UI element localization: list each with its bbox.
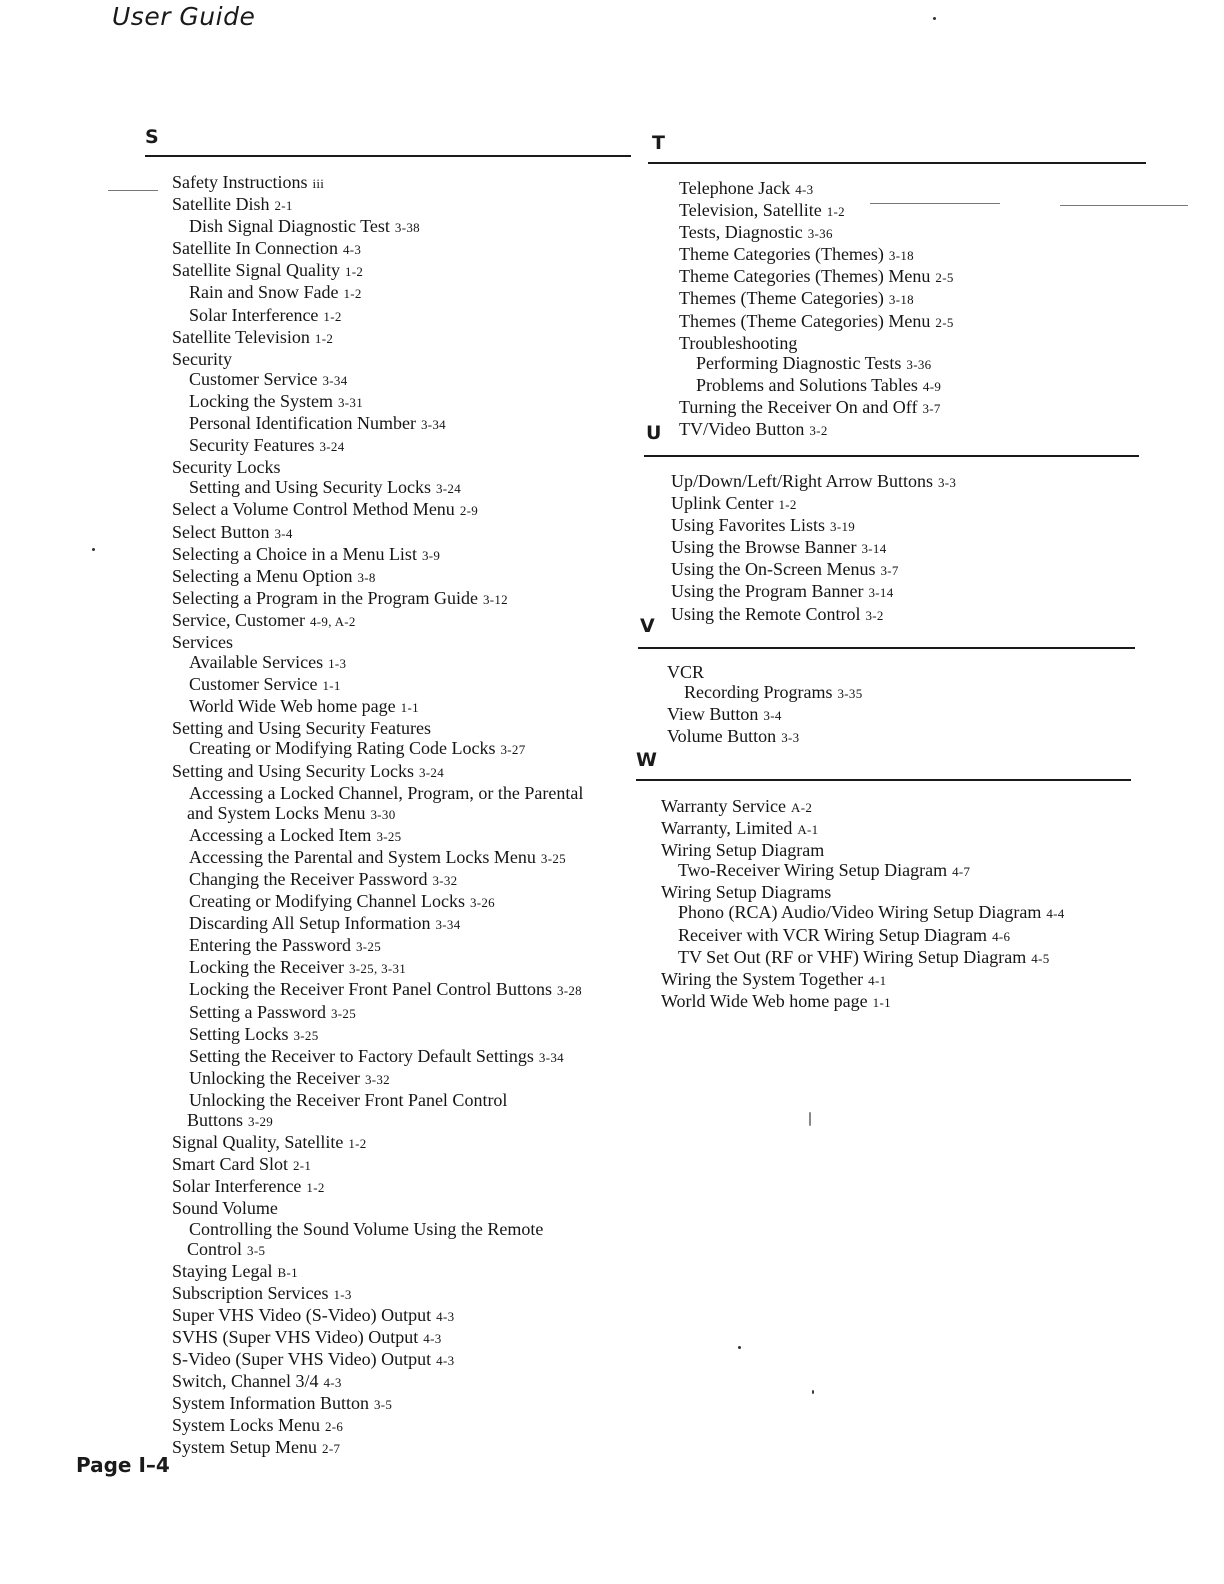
index-list-u — [644, 471, 956, 626]
entry-page-ref: 4-9 — [922, 378, 942, 394]
entry-page-ref: 3-12 — [482, 591, 508, 607]
entry-term: and System Locks Menu — [187, 802, 366, 823]
index-entry — [652, 419, 954, 441]
index-entry — [145, 1090, 583, 1110]
entry-page-ref: 3-28 — [556, 983, 582, 999]
entry-page-ref: 4-9, A-2 — [309, 613, 356, 629]
entry-page-ref: 4-5 — [1031, 950, 1050, 966]
entry-page-ref: 1-3 — [333, 1286, 352, 1302]
entry-page-ref: 3-25 — [376, 828, 402, 844]
entry-page-ref: 1-2 — [343, 286, 362, 302]
section-rule-t — [648, 162, 1146, 164]
entry-term: Up/Down/Left/Right Arrow Buttons — [671, 471, 933, 491]
entry-term: Solar Interference — [189, 304, 319, 325]
entry-term: Controlling the Sound Volume Using the Remote — [189, 1218, 544, 1239]
scan-speck — [812, 1390, 814, 1394]
entry-term: Unlocking the Receiver Front Panel Control — [189, 1089, 508, 1110]
entry-term: Turning the Receiver On and Off — [679, 396, 918, 417]
entry-page-ref: 4-3 — [423, 1330, 442, 1346]
entry-page-ref: 1-1 — [400, 700, 419, 716]
index-entry — [145, 1305, 583, 1327]
entry-page-ref: 3-34 — [538, 1049, 564, 1065]
index-entry — [634, 882, 1065, 902]
entry-page-ref: 1-2 — [778, 497, 797, 513]
entry-page-ref: 3-26 — [469, 895, 495, 911]
index-entry — [145, 913, 583, 935]
entry-term: Security Features — [189, 435, 315, 456]
entry-term: Troubleshooting — [679, 332, 798, 353]
entry-term: Receiver with VCR Wiring Setup Diagram — [678, 924, 988, 945]
entry-term: Safety Instructions — [172, 172, 308, 192]
entry-term: Selecting a Program in the Program Guide — [172, 587, 478, 608]
index-entry — [145, 847, 583, 869]
entry-term: Warranty Service — [661, 796, 786, 816]
entry-page-ref: 3-24 — [435, 481, 462, 497]
entry-page-ref: 4-6 — [992, 928, 1011, 944]
index-entry — [145, 260, 583, 282]
index-entry — [145, 1327, 583, 1349]
entry-term: Themes (Theme Categories) Menu — [679, 310, 931, 331]
entry-term: Switch, Channel 3/4 — [172, 1371, 319, 1392]
entry-page-ref: 3-7 — [880, 563, 899, 579]
entry-term: Sound Volume — [172, 1198, 278, 1219]
entry-term: Using Favorites Lists — [671, 515, 826, 536]
entry-term: Customer Service — [189, 674, 318, 695]
index-entry — [644, 581, 956, 603]
entry-page-ref: A-1 — [797, 822, 819, 838]
entry-term: Buttons — [187, 1110, 244, 1131]
index-entry — [634, 818, 1065, 840]
section-rule-w — [636, 779, 1131, 781]
entry-term: Unlocking the Receiver — [189, 1067, 360, 1088]
entry-term: Setting and Using Security Features — [172, 718, 431, 739]
entry-page-ref: 3-34 — [322, 372, 348, 388]
entry-page-ref: 3-24 — [319, 439, 345, 455]
scan-speck — [738, 1346, 741, 1349]
entry-term: Problems and Solutions Tables — [696, 374, 918, 395]
entry-page-ref: 4-3 — [323, 1375, 342, 1391]
entry-term: S-Video (Super VHS Video) Output — [172, 1349, 432, 1370]
index-entry — [634, 969, 1065, 991]
index-entry — [145, 327, 583, 349]
entry-page-ref: 3-5 — [247, 1242, 266, 1258]
index-entry — [145, 391, 583, 413]
index-entry — [145, 457, 583, 477]
index-entry — [145, 935, 583, 957]
entry-term: Using the Program Banner — [671, 581, 864, 602]
entry-page-ref: 3-38 — [394, 220, 420, 236]
entry-term: Using the On-Screen Menus — [671, 559, 876, 580]
index-entry — [145, 1068, 583, 1090]
entry-page-ref: 3-5 — [374, 1397, 393, 1413]
entry-term: Super VHS Video (S-Video) Output — [172, 1304, 432, 1325]
entry-term: Wiring the System Together — [661, 968, 864, 989]
index-entry — [145, 1239, 583, 1261]
entry-page-ref: 3-8 — [357, 569, 376, 585]
entry-page-ref: 3-3 — [781, 730, 800, 746]
entry-term: Changing the Receiver Password — [189, 869, 428, 889]
entry-term: World Wide Web home page — [661, 990, 868, 1011]
entry-page-ref: 4-3 — [795, 182, 814, 197]
index-entry — [145, 761, 583, 783]
entry-page-ref: 3-35 — [837, 686, 863, 702]
entry-page-ref: 3-32 — [432, 873, 458, 888]
entry-term: Creating or Modifying Channel Locks — [189, 891, 465, 912]
entry-term: Setting and Using Security Locks — [172, 760, 414, 781]
index-entry — [644, 515, 956, 537]
index-entry — [644, 493, 956, 515]
entry-page-ref: 3-25 — [355, 939, 382, 955]
entry-term: Selecting a Menu Option — [172, 565, 353, 586]
entry-term: TV/Video Button — [679, 419, 805, 440]
entry-page-ref: 4-7 — [952, 864, 971, 880]
entry-page-ref: 3-3 — [938, 475, 957, 490]
entry-page-ref: 4-3 — [342, 242, 362, 258]
index-entry — [644, 471, 956, 493]
entry-term: Available Services — [189, 652, 324, 673]
index-entry — [145, 172, 583, 194]
entry-term: Television, Satellite — [679, 200, 822, 221]
entry-page-ref: 1-2 — [314, 330, 334, 346]
entry-term: Theme Categories (Themes) Menu — [679, 266, 931, 287]
index-entry — [652, 178, 954, 200]
entry-term: Personal Identification Number — [189, 413, 416, 434]
index-entry — [634, 840, 1065, 860]
index-entry — [145, 238, 583, 260]
index-entry — [652, 397, 954, 419]
entry-term: TV Set Out (RF or VHF) Wiring Setup Diagram — [678, 946, 1027, 967]
index-entry — [145, 522, 583, 544]
index-entry — [145, 718, 583, 738]
entry-page-ref: 1-2 — [323, 308, 342, 324]
entry-page-ref: A-2 — [791, 800, 813, 815]
entry-term: Signal Quality, Satellite — [172, 1132, 344, 1153]
section-rule-s — [145, 155, 631, 157]
index-entry — [634, 991, 1065, 1013]
scan-artifact-line — [1060, 205, 1188, 206]
page-header-title: User Guide — [112, 2, 256, 31]
entry-term: Select Button — [172, 521, 270, 542]
index-entry — [145, 435, 583, 457]
index-entry — [145, 499, 583, 521]
entry-term: Staying Legal — [172, 1260, 273, 1281]
entry-page-ref: 3-25 — [331, 1005, 357, 1021]
entry-term: VCR — [667, 662, 705, 682]
entry-page-ref: 3-36 — [906, 356, 932, 372]
entry-page-ref: 3-18 — [888, 248, 914, 264]
entry-page-ref: 3-4 — [274, 525, 293, 541]
index-entry — [145, 413, 583, 435]
index-entry — [145, 632, 583, 652]
entry-term: Satellite In Connection — [172, 238, 338, 259]
index-entry — [145, 305, 583, 327]
index-entry — [145, 588, 583, 610]
entry-page-ref: 3-7 — [922, 400, 941, 416]
section-rule-v — [638, 647, 1135, 649]
index-entry — [652, 353, 954, 375]
index-entry — [145, 477, 583, 499]
index-entry — [145, 194, 583, 216]
entry-term: Setting Locks — [189, 1023, 289, 1044]
index-entry — [145, 1283, 583, 1305]
index-entry — [145, 1046, 583, 1068]
entry-page-ref: B-1 — [277, 1264, 298, 1280]
entry-term: Customer Service — [189, 368, 318, 389]
index-entry — [145, 1132, 583, 1154]
entry-term: Locking the Receiver Front Panel Control Buttons — [189, 979, 552, 1000]
section-letter-t: T — [652, 132, 665, 154]
index-entry — [652, 244, 954, 266]
entry-page-ref: 2-1 — [293, 1158, 312, 1174]
index-entry — [145, 1110, 583, 1132]
entry-term: Security Locks — [172, 457, 281, 478]
entry-page-ref: 3-25 — [540, 850, 566, 866]
entry-term: Uplink Center — [671, 493, 774, 514]
entry-page-ref: 3-19 — [830, 519, 856, 535]
entry-page-ref: 3-31 — [337, 394, 364, 410]
entry-page-ref: 3-2 — [809, 423, 828, 439]
index-entry — [145, 216, 583, 238]
index-entry — [640, 704, 863, 726]
entry-term: Subscription Services — [172, 1282, 329, 1303]
entry-page-ref: 3-32 — [364, 1071, 390, 1087]
index-entry — [652, 222, 954, 244]
scan-artifact-line — [870, 203, 1000, 204]
entry-term: Wiring Setup Diagram — [661, 840, 825, 861]
index-entry — [145, 1002, 583, 1024]
entry-term: Tests, Diagnostic — [679, 222, 803, 243]
entry-term: Satellite Dish — [172, 194, 270, 215]
section-letter-s: S — [145, 126, 159, 148]
entry-page-ref: 1-2 — [306, 1180, 325, 1196]
entry-page-ref: 2-5 — [935, 314, 954, 330]
index-entry — [145, 1219, 583, 1239]
scan-speck — [809, 1112, 811, 1126]
entry-page-ref: 2-7 — [322, 1441, 341, 1457]
index-entry — [652, 288, 954, 310]
entry-term: Volume Button — [667, 726, 777, 747]
entry-page-ref: 4-4 — [1046, 906, 1065, 922]
section-letter-u: U — [646, 422, 662, 444]
index-entry — [652, 333, 954, 353]
entry-page-ref: 4-3 — [436, 1353, 455, 1369]
index-entry — [145, 803, 583, 825]
entry-page-ref: 1-1 — [322, 678, 341, 694]
index-entry — [145, 652, 583, 674]
index-entry — [145, 544, 583, 566]
entry-term: Solar Interference — [172, 1176, 302, 1197]
page-number: Page I–4 — [76, 1453, 170, 1477]
entry-page-ref: 3-29 — [248, 1114, 274, 1130]
index-entry — [145, 1393, 583, 1415]
index-entry — [640, 726, 863, 748]
scan-speck — [92, 548, 95, 551]
entry-term: Accessing the Parental and System Locks Menu — [189, 846, 536, 867]
scan-artifact-line — [108, 190, 158, 191]
index-entry — [145, 1261, 583, 1283]
entry-term: Two-Receiver Wiring Setup Diagram — [678, 860, 948, 881]
entry-page-ref: 3-9 — [421, 547, 441, 563]
entry-term: Security — [172, 348, 232, 369]
entry-page-ref: 1-2 — [344, 264, 364, 280]
entry-term: System Setup Menu — [172, 1437, 318, 1458]
entry-page-ref: 3-25 — [293, 1027, 319, 1043]
index-entry — [652, 266, 954, 288]
index-entry — [145, 1198, 583, 1218]
entry-term: Themes (Theme Categories) — [679, 288, 884, 309]
entry-term: Satellite Television — [172, 326, 310, 347]
entry-term: Performing Diagnostic Tests — [696, 352, 902, 373]
entry-page-ref: 2-1 — [274, 198, 293, 214]
entry-page-ref: 3-14 — [861, 541, 887, 557]
entry-term: Entering the Password — [189, 935, 351, 956]
entry-page-ref: 3-24 — [418, 764, 445, 780]
entry-term: Selecting a Choice in a Menu List — [172, 543, 417, 564]
entry-term: Control — [187, 1238, 243, 1259]
entry-term: Setting a Password — [189, 1001, 326, 1022]
index-entry — [145, 1154, 583, 1176]
entry-term: View Button — [667, 704, 759, 725]
index-entry — [145, 869, 583, 891]
index-entry — [145, 783, 583, 803]
index-list-t — [652, 178, 954, 441]
entry-term: Wiring Setup Diagrams — [661, 882, 832, 903]
entry-term: Select a Volume Control Method Menu — [172, 499, 455, 520]
section-letter-w: W — [636, 749, 657, 771]
index-entry — [634, 860, 1065, 882]
entry-term: Rain and Snow Fade — [189, 282, 339, 303]
index-entry — [145, 1176, 583, 1198]
index-entry — [145, 825, 583, 847]
entry-page-ref: 4-3 — [436, 1308, 455, 1324]
index-entry — [145, 610, 583, 632]
index-entry — [634, 925, 1065, 947]
entry-term: Dish Signal Diagnostic Test — [189, 216, 390, 237]
index-entry — [145, 957, 583, 979]
index-entry — [145, 1371, 583, 1393]
index-entry — [634, 902, 1065, 924]
entry-page-ref: 3-4 — [763, 708, 782, 724]
entry-term: Service, Customer — [172, 609, 305, 630]
entry-term: Accessing a Locked Channel, Program, or the Parental — [189, 782, 584, 803]
entry-page-ref: 1-1 — [872, 994, 891, 1010]
index-list-s — [145, 172, 583, 1460]
entry-term: Phono (RCA) Audio/Video Wiring Setup Diagram — [678, 902, 1042, 923]
entry-page-ref: 3-34 — [435, 917, 461, 933]
entry-page-ref: 2-5 — [935, 270, 954, 286]
index-entry — [652, 375, 954, 397]
entry-page-ref: 3-30 — [370, 806, 396, 822]
index-entry — [145, 674, 583, 696]
entry-page-ref: 3-18 — [888, 292, 914, 308]
entry-term: Locking the System — [189, 390, 333, 411]
entry-page-ref: 2-9 — [459, 503, 479, 519]
index-entry — [145, 349, 583, 369]
index-list-v — [640, 662, 863, 748]
index-entry — [145, 979, 583, 1001]
index-entry — [145, 891, 583, 913]
index-entry — [145, 1024, 583, 1046]
entry-page-ref: 1-2 — [826, 204, 845, 220]
entry-page-ref: 3-34 — [420, 417, 446, 433]
entry-term: Recording Programs — [684, 682, 833, 703]
index-entry — [644, 559, 956, 581]
entry-term: System Locks Menu — [172, 1415, 320, 1436]
index-entry — [145, 696, 583, 718]
entry-page-ref: 3-25, 3-31 — [348, 961, 407, 977]
index-entry — [644, 537, 956, 559]
scan-speck — [933, 17, 936, 20]
entry-term: Theme Categories (Themes) — [679, 244, 884, 265]
entry-page-ref: 1-3 — [328, 656, 347, 672]
entry-page-ref: 3-14 — [868, 585, 894, 601]
entry-term: Setting the Receiver to Factory Default Settings — [189, 1045, 534, 1066]
index-entry — [145, 369, 583, 391]
entry-term: Accessing a Locked Item — [189, 824, 372, 845]
index-entry — [640, 682, 863, 704]
entry-term: Satellite Signal Quality — [172, 260, 340, 281]
entry-term: Creating or Modifying Rating Code Locks — [189, 738, 496, 759]
index-entry — [652, 311, 954, 333]
index-entry — [634, 947, 1065, 969]
entry-page-ref: 3-27 — [500, 742, 526, 758]
index-entry — [145, 282, 583, 304]
entry-page-ref: 1-2 — [348, 1136, 367, 1152]
entry-term: Using the Browse Banner — [671, 537, 857, 558]
index-entry — [644, 604, 956, 626]
entry-page-ref: iii — [312, 176, 325, 191]
entry-term: Using the Remote Control — [671, 603, 861, 624]
entry-term: Discarding All Setup Information — [189, 913, 431, 934]
index-entry — [634, 796, 1065, 818]
entry-term: System Information Button — [172, 1393, 369, 1414]
index-entry — [145, 1437, 583, 1459]
entry-term: Telephone Jack — [679, 178, 791, 198]
entry-page-ref: 3-36 — [807, 226, 833, 242]
entry-page-ref: 2-6 — [325, 1419, 344, 1435]
index-entry — [145, 566, 583, 588]
entry-term: Smart Card Slot — [172, 1154, 288, 1175]
index-entry — [145, 1415, 583, 1437]
entry-term: World Wide Web home page — [189, 696, 396, 717]
index-entry — [145, 1349, 583, 1371]
section-letter-v: V — [640, 615, 655, 637]
entry-page-ref: 4-1 — [868, 972, 887, 988]
entry-term: Setting and Using Security Locks — [189, 477, 431, 498]
index-list-w — [634, 796, 1065, 1013]
entry-term: SVHS (Super VHS Video) Output — [172, 1326, 419, 1347]
entry-page-ref: 3-2 — [865, 607, 884, 623]
entry-term: Locking the Receiver — [189, 957, 344, 978]
entry-term: Services — [172, 631, 233, 652]
index-entry — [145, 738, 583, 760]
entry-term: Warranty, Limited — [661, 818, 793, 839]
index-entry — [640, 662, 863, 682]
section-rule-u — [644, 455, 1139, 457]
